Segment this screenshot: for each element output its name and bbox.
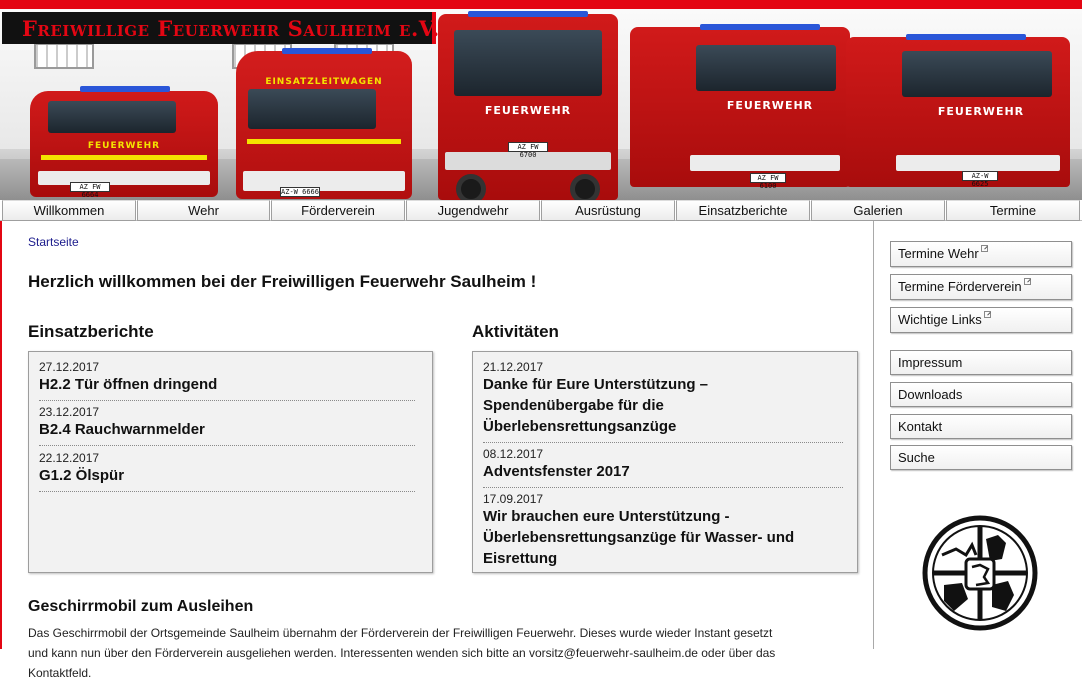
divider (483, 442, 843, 443)
einsatzberichte-heading: Einsatzberichte (28, 322, 154, 341)
divider (39, 491, 415, 492)
list-item (39, 405, 415, 440)
sidebar-link-kontakt[interactable]: Kontakt (890, 414, 1072, 439)
bumper (38, 171, 211, 185)
item-title-link[interactable]: Wir brauchen eure Unterstützung - Überlebensrettungsanzüge für Wasser- und Eisrettung (483, 508, 795, 567)
sidebar-link-termine-foerderverein[interactable] (890, 274, 1072, 300)
list-item (483, 447, 843, 482)
truck-label: FEUERWEHR (484, 104, 572, 117)
main-navigation (0, 200, 1082, 221)
license-plate: AZ FW 6664 (70, 182, 110, 192)
bumper (896, 155, 1060, 171)
list-item (483, 360, 843, 437)
sidebar-link-termine-wehr[interactable] (890, 241, 1072, 267)
divider (39, 400, 415, 401)
geschirrmobil-heading: Geschirrmobil zum Ausleihen (28, 598, 254, 615)
item-date: 22.12.2017 (39, 451, 100, 465)
nav-tab-termine[interactable]: Termine (946, 200, 1080, 221)
sidebar-link-impressum[interactable]: Impressum (890, 350, 1072, 375)
fire-truck-mercedes (630, 27, 850, 190)
external-link-icon (1024, 278, 1031, 285)
item-date: 08.12.2017 (483, 447, 544, 461)
windshield (248, 89, 376, 129)
fire-truck-lf (846, 37, 1070, 187)
nav-tab-jugendwehr[interactable]: Jugendwehr (406, 200, 540, 221)
nav-tab-einsatzberichte[interactable]: Einsatzberichte (676, 200, 810, 221)
fire-truck-van (30, 91, 218, 197)
page-title: Herzlich willkommen bei der Freiwilligen Feuerwehr Saulheim ! (28, 272, 537, 291)
windshield (454, 30, 602, 96)
site-title[interactable] (2, 12, 440, 44)
nav-tab-ausruestung[interactable]: Ausrüstung (541, 200, 675, 221)
truck-label: FEUERWEHR (87, 141, 161, 151)
sidebar (875, 221, 1082, 649)
fire-truck-iveco (438, 14, 618, 200)
license-plate: AZ FW 6100 (750, 173, 786, 183)
top-red-bar (0, 0, 1082, 9)
einsatzberichte-list (28, 351, 433, 573)
breadcrumb[interactable]: Startseite (28, 235, 79, 249)
item-date: 23.12.2017 (39, 405, 100, 419)
sidebar-link-label: Termine Förderverein (898, 279, 1022, 294)
truck-label: FEUERWEHR (937, 105, 1025, 118)
warning-stripe (41, 155, 206, 160)
license-plate: AZ FW 6700 (508, 142, 548, 152)
truck-label: FEUERWEHR (726, 99, 814, 112)
nav-tab-galerien[interactable]: Galerien (811, 200, 945, 221)
sidebar-link-label: Wichtige Links (898, 312, 982, 327)
geschirrmobil-text: Das Geschirrmobil der Ortsgemeinde Saulheim übernahm der Förderverein der Freiwilligen Feuerwehr. Dieses wurde wieder Instant gesetzt und kann nun über den Förderverein ausgeliehen werden. Interessenten wenden sich bitte an vorsitz@feuerwehr-saulheim.de oder über das Kontaktfeld. (28, 626, 776, 680)
sidebar-link-suche[interactable]: Suche (890, 445, 1072, 470)
nav-tab-foerderverein[interactable]: Förderverein (271, 200, 405, 221)
license-plate: AZ-W 6625 (962, 171, 998, 181)
item-date: 17.09.2017 (483, 492, 544, 506)
nav-tab-willkommen[interactable]: Willkommen (2, 200, 136, 221)
windshield (48, 101, 176, 133)
blue-light (468, 11, 588, 17)
divider (483, 487, 843, 488)
divider (39, 445, 415, 446)
blue-light (906, 34, 1026, 40)
banner-window (34, 43, 94, 69)
sidebar-link-downloads[interactable]: Downloads (890, 382, 1072, 407)
bumper (243, 171, 405, 191)
list-item (39, 360, 415, 395)
item-title-link[interactable]: B2.4 Rauchwarnmelder (39, 421, 205, 438)
fire-brigade-emblem-icon (922, 515, 1038, 631)
header-banner (0, 9, 1082, 200)
list-item (39, 451, 415, 486)
item-title-link[interactable]: H2.2 Tür öffnen dringend (39, 376, 218, 393)
blue-light (80, 86, 170, 92)
nav-tab-wehr[interactable]: Wehr (137, 200, 270, 221)
sidebar-link-label: Termine Wehr (898, 246, 979, 261)
truck-label: EINSATZLEITWAGEN (265, 77, 383, 87)
item-title-link[interactable]: Danke für Eure Unterstützung – Spendenübergabe für die Überlebensrettungsanzüge (483, 376, 709, 435)
fire-truck-command (236, 51, 412, 199)
main-content (0, 221, 874, 680)
external-link-icon (981, 245, 988, 252)
item-date: 27.12.2017 (39, 360, 100, 374)
bumper (690, 155, 840, 171)
windshield (902, 51, 1052, 97)
external-link-icon (984, 311, 991, 318)
windshield (696, 45, 836, 91)
license-plate: AZ-W 6666 (281, 188, 319, 196)
site-title-text: Freiwillige Feuerwehr Saulheim e.V. (22, 16, 440, 41)
item-date: 21.12.2017 (483, 360, 544, 374)
sidebar-link-wichtige-links[interactable] (890, 307, 1072, 333)
blue-light (282, 48, 372, 54)
aktivitaeten-heading: Aktivitäten (472, 322, 559, 341)
item-title-link[interactable]: G1.2 Ölspür (39, 467, 125, 484)
item-title-link[interactable]: Adventsfenster 2017 (483, 463, 630, 480)
warning-stripe (247, 139, 402, 144)
aktivitaeten-list (472, 351, 858, 573)
list-item (483, 492, 843, 569)
blue-light (700, 24, 820, 30)
